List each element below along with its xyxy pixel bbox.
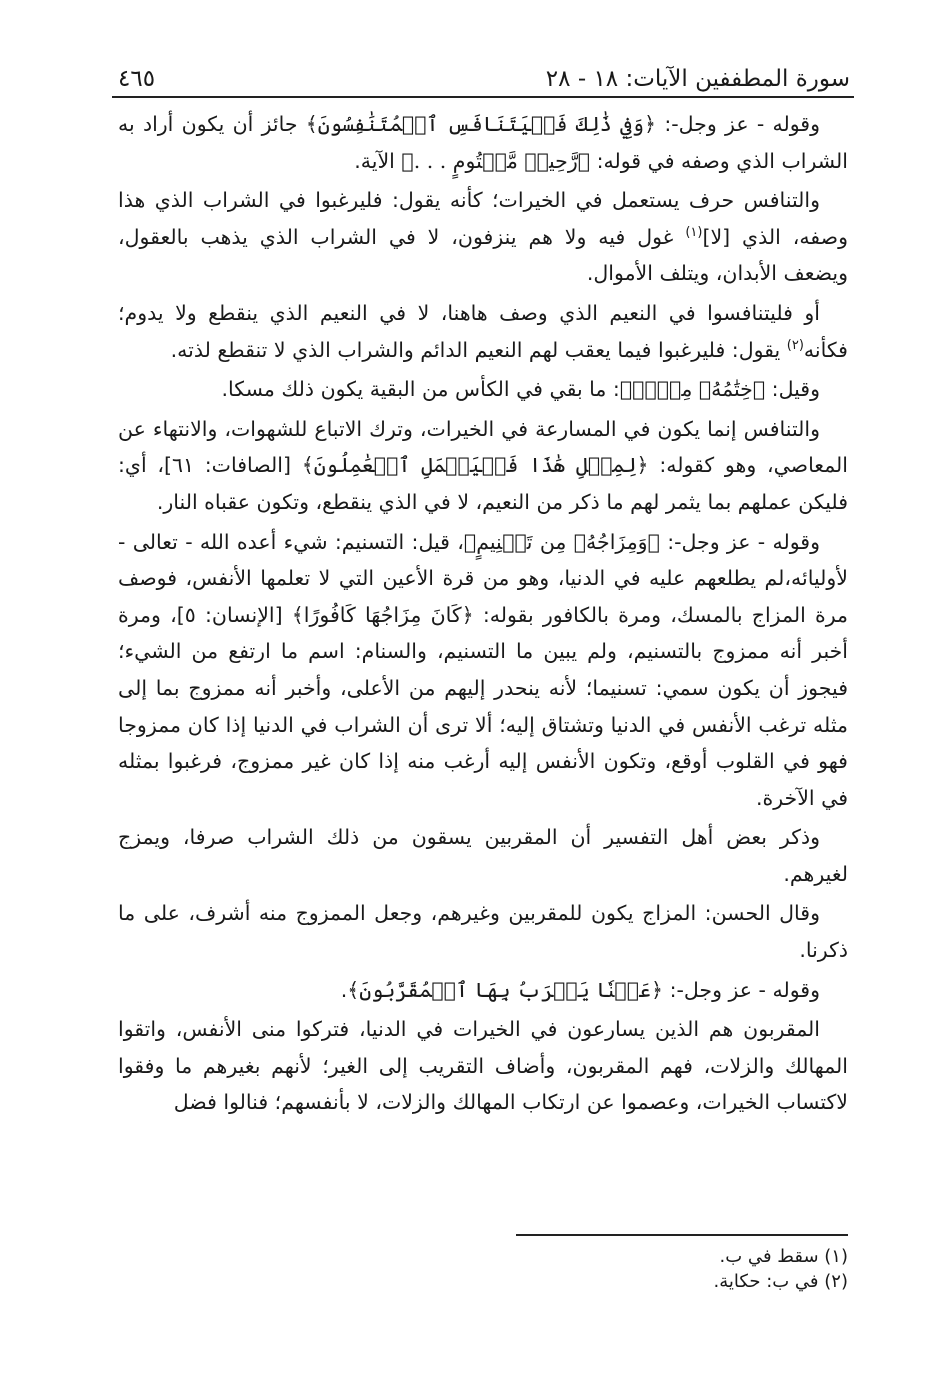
text-run: يقول: فليرغبوا فيما يعقب لهم النعيم الدائم والشراب الذي لا تنقطع لذته. bbox=[170, 337, 787, 362]
paragraph bbox=[118, 524, 848, 817]
page-number: ٤٦٥ bbox=[118, 66, 156, 92]
paragraph bbox=[118, 895, 848, 968]
paragraph bbox=[118, 106, 848, 179]
header-rule bbox=[112, 96, 854, 98]
quran-verse: ﴿خِتَٰمُهُۥ مِسۡكٞ﴾ bbox=[619, 377, 766, 402]
text-run: وذكر بعض أهل التفسير أن المقربين يسقون من ذلك الشراب صرفا، ويمزج لغيرهم. bbox=[118, 825, 848, 886]
paragraph bbox=[118, 972, 848, 1009]
text-run: غول فيه ولا هم ينزفون، لا في الشراب الذي يذهب بالعقول، ويضعف الأبدان، ويتلف الأموال. bbox=[118, 224, 848, 286]
text-run: الآية. bbox=[354, 148, 402, 173]
quran-verse: ﴿وَمِزَاجُهُۥ مِن تَسۡنِيمٍ﴾ bbox=[463, 529, 660, 554]
text-run: جائز أن يكون أراد به الشراب الذي وصفه في قوله: bbox=[118, 112, 848, 173]
quran-verse: ﴿عَيۡنٗا يَشۡرَبُ بِهَا ٱلۡمُقَرَّبُونَ﴾ bbox=[347, 977, 664, 1002]
paragraph bbox=[118, 1011, 848, 1121]
text-run: : ما بقي في الكأس من البقية يكون ذلك مسكا. bbox=[221, 377, 620, 402]
paragraph bbox=[118, 371, 848, 408]
footnote-2: (٢) في ب: حكاية. bbox=[713, 1271, 848, 1292]
text-run: والتنافس حرف يستعمل في الخيرات؛ كأنه يقول: فليرغبوا في الشراب الذي هذا وصفه، الذي [لا] bbox=[118, 188, 848, 249]
text-run: [الصافات: ٦١]، أي: فليكن عملهم بما يثمر لهم ما ذكر من النعيم، لا في الذي ينقطع، وتكون عقباه النار. bbox=[118, 453, 848, 514]
text-run: المقربون هم الذين يسارعون في الخيرات في الدنيا، فتركوا منى الأنفس، واتقوا المهالك والزلات، فهم المقربون، وأضاف التقريب إلى الغير؛ لأنهم بغيرهم ما وفقوا لاكتساب الخيرات، وعصموا عن ارتكاب المهالك والزلات، لا بأنفسهم؛ فنالوا فضل bbox=[118, 1017, 848, 1115]
text-run: وقال الحسن: المزاج يكون للمقربين وغيرهم، وجعل الممزوج منه أشرف، على ما ذكرنا. bbox=[118, 901, 848, 963]
text-run: وقوله - عز وجل-: bbox=[656, 112, 821, 136]
footnotes bbox=[118, 1244, 848, 1294]
text-run: ، قيل: التسنيم: شيء أعده الله - تعالى - لأوليائه،لم يطلعهم عليه في الدنيا، وهو من قرة الأعين التي لا تعلمها الأنفس، فوصف مرة المزاج بالمسك، ومرة بالكافور بقوله: bbox=[118, 529, 849, 627]
text-run: . bbox=[340, 977, 348, 1002]
footnote-rule bbox=[516, 1234, 848, 1236]
chapter-title: سورة المطففين الآيات: ١٨ - ٢٨ bbox=[545, 66, 850, 92]
body-text bbox=[118, 106, 848, 1124]
text-run: والتنافس إنما يكون في المسارعة في الخيرات، وترك الاتباع للشهوات، والانتهاء عن المعاصي، وهو كقوله: bbox=[118, 416, 848, 478]
text-run: وقيل: bbox=[765, 377, 820, 402]
running-head bbox=[118, 58, 850, 92]
text-run: أو فليتنافسوا في النعيم الذي وصف هاهنا، لا في النعيم الذي ينقطع ولا يدوم؛ فكأنه bbox=[118, 300, 848, 362]
text-run: [الإنسان: ٥]، ومرة أخبر أنه ممزوج بالتسنيم، ولم يبين ما التسنيم، والسنام: اسم ما ارتفع من الشيء؛ فيجوز أن يكون سمي: تسنيما؛ لأنه ينحدر إليهم من الأعلى، وأخبر أنه ممزوج بما إلى مثله ترغب الأنفس في الدنيا وتشتاق إليه؛ ألا ترى أن الشراب في الدنيا إذا كان ممزوجا فهو في القلوب أوقع، وتكون الأنفس إليه أرغب منه إذا كان غير ممزوج، فرغبوا بمثله في الآخرة. bbox=[118, 602, 848, 810]
paragraph bbox=[118, 411, 848, 521]
paragraph bbox=[118, 295, 848, 368]
quran-verse: ﴿كَانَ مِزَاجُهَا كَافُورًا﴾ bbox=[291, 602, 474, 627]
text-run: وقوله - عز وجل-: bbox=[659, 529, 821, 554]
paragraph bbox=[118, 182, 848, 292]
quran-verse: ﴿لِمِثۡلِ هَٰذَا فَلۡيَعۡمَلِ ٱلۡعَٰمِلُونَ﴾ bbox=[301, 453, 649, 478]
paragraph bbox=[118, 819, 848, 892]
quran-verse: ﴿وَفِي ذَٰلِكَ فَلۡيَتَنَافَسِ ٱلۡمُتَنَٰفِسُونَ﴾ bbox=[305, 112, 657, 136]
footnote-reference: (١) bbox=[685, 224, 703, 240]
footnote-1: (١) سقط في ب. bbox=[719, 1246, 848, 1267]
quran-verse: ﴿رَّحِيقٖ مَّخۡتُومٍ . . .﴾ bbox=[401, 148, 591, 173]
text-run: وقوله - عز وجل-: bbox=[663, 977, 820, 1002]
footnote-reference: (٢) bbox=[786, 337, 804, 353]
